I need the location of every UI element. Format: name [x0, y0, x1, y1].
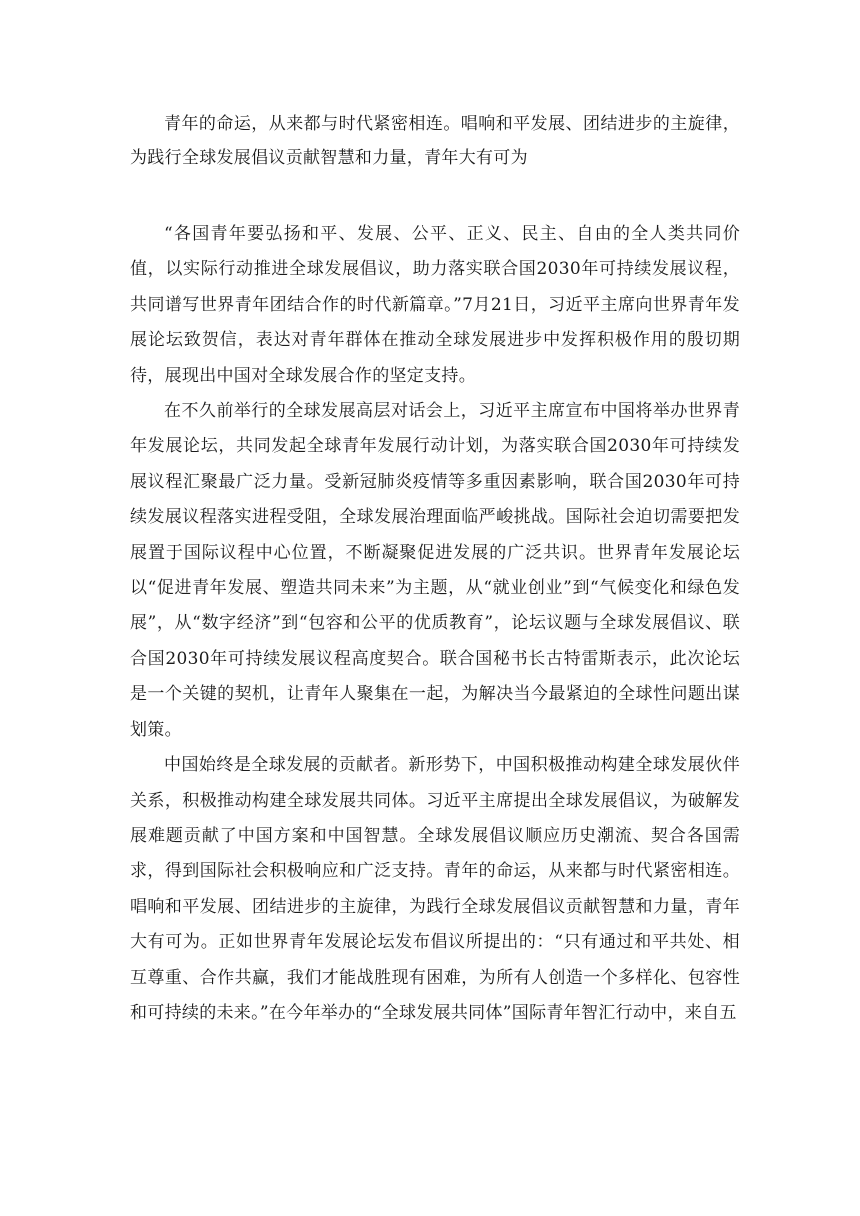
document-page: [130, 0, 740, 1216]
paragraph-2: 在不久前举行的全球发展高层对话会上，习近平主席宣布中国将举办世界青年发展论坛，共同发起全球青年发展行动计划，为落实联合国2030年可持续发展议程汇聚最广泛力量。受新冠肺炎疫情等多重因素影响，联合国2030年可持续发展议程落实进程受阻，全球发展治理面临严峻挑战。国际社会迫切需要把发展置于国际议程中心位置，不断凝聚促进发展的广泛共识。世界青年发展论坛以“促进青年发展、塑造共同未来”为主题，从“就业创业”到“气候变化和绿色发展”，从“数字经济”到“包容和公平的优质教育”，论坛议题与全球发展倡议、联合国2030年可持续发展议程高度契合。联合国秘书长古特雷斯表示，此次论坛是一个关键的契机，让青年人聚集在一起，为解决当今最紧迫的全球性问题出谋划策。: [130, 401, 740, 740]
article-body: [130, 217, 740, 1031]
paragraph-1: “各国青年要弘扬和平、发展、公平、正义、民主、自由的全人类共同价值，以实际行动推进全球发展倡议，助力落实联合国2030年可持续发展议程，共同谱写世界青年团结合作的时代新篇章。”7月21日，习近平主席向世界青年发展论坛致贺信，表达对青年群体在推动全球发展进步中发挥积极作用的殷切期待，展现出中国对全球发展合作的坚定支持。: [130, 224, 740, 386]
paragraph-3: 中国始终是全球发展的贡献者。新形势下，中国积极推动构建全球发展伙伴关系，积极推动构建全球发展共同体。习近平主席提出全球发展倡议，为破解发展难题贡献了中国方案和中国智慧。全球发展倡议顺应历史潮流、契合各国需求，得到国际社会积极响应和广泛支持。青年的命运，从来都与时代紧密相连。唱响和平发展、团结进步的主旋律，为践行全球发展倡议贡献智慧和力量，青年大有可为。正如世界青年发展论坛发布倡议所提出的：“只有通过和平共处、相互尊重、合作共赢，我们才能战胜现有困难，为所有人创造一个多样化、包容性和可持续的未来。”在今年举办的“全球发展共同体”国际青年智汇行动中，来自五: [130, 755, 740, 1023]
lead-paragraph: 青年的命运，从来都与时代紧密相连。唱响和平发展、团结进步的主旋律，为践行全球发展倡议贡献智慧和力量，青年大有可为: [130, 114, 740, 168]
